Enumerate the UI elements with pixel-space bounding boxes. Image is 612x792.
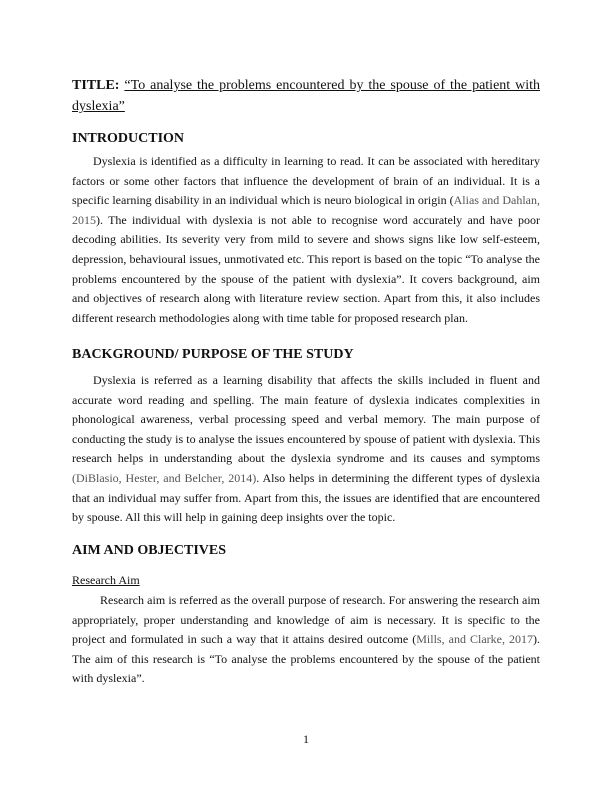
citation: 2015 [72,212,96,227]
text-line [72,288,540,308]
text-segment: The aim of this research is “To analyse the problems encountered by the spouse of the patient [72,651,540,666]
text-line [72,190,540,210]
text-segment: factors or some other factors that influence the development of brain of an individual. It is a [72,173,540,188]
title-line-2 [72,97,540,117]
text-segment: Dyslexia is identified as a difficulty in learning to read. It can be associated with hereditary [93,154,540,168]
text-line [72,210,540,230]
text-segment: phonological awareness, verbal processing speed and verbal memory. The main purpose of [72,412,540,427]
text-segment: by spouse. All this will help in gaining deep insights over the topic. [72,510,396,525]
citation: Mills, and Clarke, 2017 [416,632,533,647]
text-segment: ). [533,632,540,647]
title-label: TITLE: [72,78,120,93]
text-line [72,590,540,610]
text-segment: accurate word reading and spelling. The main feature of dyslexia indicates complexities in [72,392,540,407]
text-line [72,488,540,508]
text-line [72,429,540,449]
text-segment: depression, behavioural issues, unmotivated etc. This report is based on the topic “To analyse the [72,252,540,266]
text-segment: Dyslexia is referred as a learning disability that affects the skills included in fluent and [93,373,540,387]
text-line [72,507,540,527]
heading-introduction: INTRODUCTION [72,131,185,146]
text-line [72,390,540,410]
text-segment: decoding abilities. Its severity very from mild to severe and shows signs like low self-esteem, [72,232,540,247]
citation: Alias and Dahlan, [453,193,540,208]
page-number: 1 [303,732,309,746]
text-segment: with dyslexia”. [72,671,145,686]
text-line [72,269,540,289]
text-segment: different research methodologies along with time table for proposed research plan. [72,310,468,325]
text-line [72,668,540,688]
title-text: “To analyse the problems encountered by the spouse of the patient with [124,78,540,93]
text-line [72,229,540,249]
text-line [72,629,540,649]
heading-aim-objectives: AIM AND OBJECTIVES [72,543,227,558]
text-line [72,468,540,488]
text-segment: project and formulated in such a way that it attains desired outcome ( [72,632,417,647]
heading-background: BACKGROUND/ PURPOSE OF THE STUDY [72,347,354,362]
subheading-research-aim: Research Aim [72,573,140,587]
title-line-1 [72,76,540,96]
text-segment: Research aim is referred as the overall purpose of research. For answering the research aim [100,593,540,607]
text-segment: and objectives of research along with literature review section. Apart from this, it also includes [72,291,540,306]
text-segment: appropriately, proper understanding and knowledge of aim is necessary. It is specific to the [72,612,540,627]
text-segment: specific learning disability in an individual which is neuro biological in origin ( [72,193,454,208]
text-line [72,171,540,191]
text-segment: problems encountered by the spouse of the patient with dyslexia”. It covers background, aim [72,271,540,286]
text-segment: conducting the study is to analyse the issues encountered by spouse of patient with dyslexia. This [72,431,540,446]
text-segment: research helps in understanding about the dyslexia syndrome and its causes and symptoms [72,451,540,466]
text-line [72,649,540,669]
text-line [72,448,540,468]
citation: (DiBlasio, Hester, and Belcher, 2014) [72,471,257,485]
title-text-cont: dyslexia” [72,99,125,114]
text-line [72,151,540,171]
text-segment: ). The individual with dyslexia is not able to recognise word accurately and have poor [96,212,540,227]
text-line [72,308,540,328]
text-segment: . Also helps in determining the different types of dyslexia [256,471,540,485]
text-segment: that an individual may suffer from. Apart from this, the issues are identified that are encountered [72,490,540,505]
text-line [72,409,540,429]
text-line [72,249,540,269]
text-line [72,370,540,390]
text-line [72,610,540,630]
